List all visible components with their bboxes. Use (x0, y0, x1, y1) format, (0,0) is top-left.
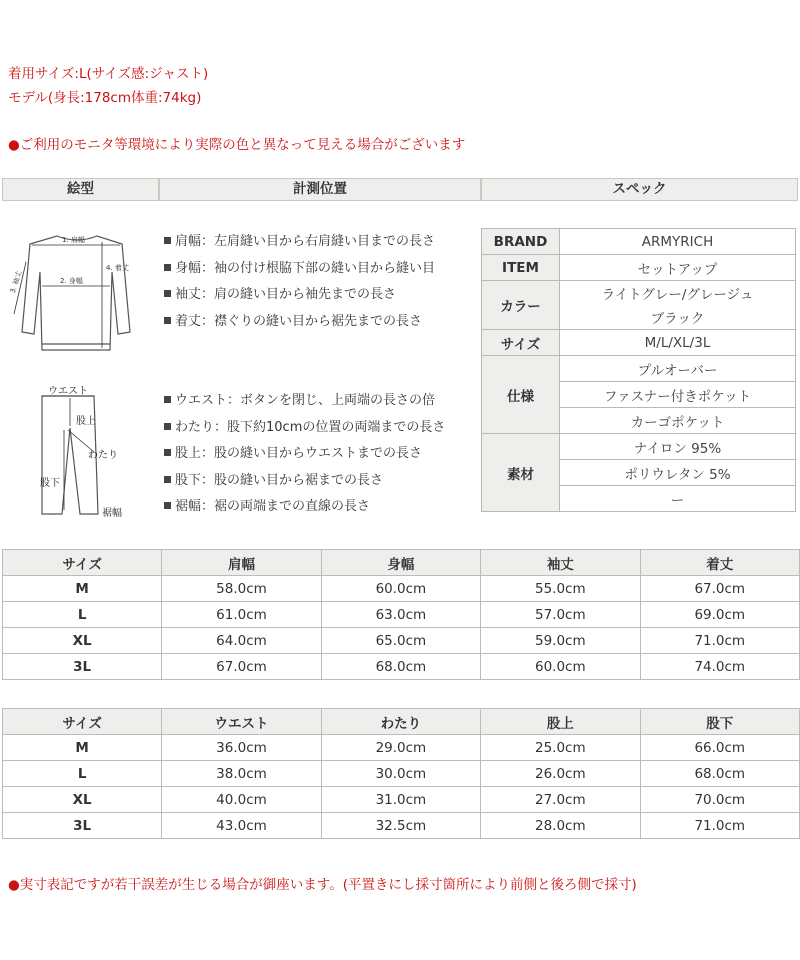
list-item: 肩幅：左肩縫い目から右肩縫い目までの長さ (164, 229, 435, 256)
spec-color-label: カラー (482, 281, 560, 330)
table-row (3, 576, 800, 602)
square-bullet-icon (164, 396, 171, 403)
size-cell: M (3, 735, 162, 761)
size-cell: L (3, 761, 162, 787)
value-cell: 38.0cm (162, 761, 321, 787)
spec-feature-value-1: プルオーバー (560, 356, 796, 382)
spec-feature-label: 仕様 (482, 356, 560, 434)
bottom-label-inseam: 股下 (40, 478, 60, 489)
value-cell: 71.0cm (640, 628, 799, 654)
bottom-garment-illustration (2, 386, 152, 520)
spec-color-value-1: ライトグレー/グレージュ (560, 281, 796, 306)
col-header-thigh: わたり (321, 709, 480, 735)
spec-table (481, 228, 796, 512)
value-cell: 61.0cm (162, 602, 321, 628)
size-cell: L (3, 602, 162, 628)
spec-color-value-2: ブラック (560, 305, 796, 330)
value-cell: 66.0cm (640, 735, 799, 761)
size-cell: M (3, 576, 162, 602)
spec-material-label: 素材 (482, 434, 560, 512)
size-cell: XL (3, 628, 162, 654)
bottom-measure-list (164, 388, 445, 521)
table-row (3, 602, 800, 628)
value-cell: 65.0cm (321, 628, 480, 654)
col-header-size: サイズ (3, 709, 162, 735)
bottom-label-hem: 裾幅 (102, 508, 122, 519)
table-row (482, 281, 796, 306)
table-header-row (3, 709, 800, 735)
value-cell: 74.0cm (640, 654, 799, 680)
size-cell: 3L (3, 813, 162, 839)
spec-feature-value-2: ファスナー付きポケット (560, 382, 796, 408)
value-cell: 69.0cm (640, 602, 799, 628)
square-bullet-icon (164, 290, 171, 297)
size-cell: XL (3, 787, 162, 813)
table-row (482, 229, 796, 255)
table-row (482, 330, 796, 356)
col-header-size: サイズ (3, 550, 162, 576)
table-row (3, 813, 800, 839)
list-item: 裾幅：裾の両端までの直線の長さ (164, 494, 445, 521)
list-item: 股下：股の縫い目から裾までの長さ (164, 468, 445, 495)
color-notice: ●ご利用のモニタ等環境により実際の色と異なって見える場合がございます (8, 137, 466, 153)
size-cell: 3L (3, 654, 162, 680)
list-item: 身幅：袖の付け根脇下部の縫い目から縫い目 (164, 256, 435, 283)
value-cell: 60.0cm (481, 654, 640, 680)
table-row (3, 628, 800, 654)
square-bullet-icon (164, 264, 171, 271)
value-cell: 36.0cm (162, 735, 321, 761)
square-bullet-icon (164, 502, 171, 509)
list-item: ウエスト：ボタンを閉じ、上両端の長さの倍 (164, 388, 445, 415)
top-label-sleeve: 3. 袖丈 (8, 270, 24, 295)
col-header-rise: 股上 (481, 709, 640, 735)
top-measure-list (164, 229, 435, 335)
col-header-waist: ウエスト (162, 709, 321, 735)
value-cell: 71.0cm (640, 813, 799, 839)
value-cell: 26.0cm (481, 761, 640, 787)
top-label-shoulder: 1. 肩幅 (62, 236, 85, 244)
list-item: 袖丈：肩の縫い目から袖先までの長さ (164, 282, 435, 309)
spec-size-value: M/L/XL/3L (560, 330, 796, 356)
table-row (3, 735, 800, 761)
value-cell: 29.0cm (321, 735, 480, 761)
square-bullet-icon (164, 449, 171, 456)
value-cell: 64.0cm (162, 628, 321, 654)
value-cell: 63.0cm (321, 602, 480, 628)
square-bullet-icon (164, 423, 171, 430)
value-cell: 67.0cm (640, 576, 799, 602)
list-item: 着丈：襟ぐりの縫い目から裾先までの長さ (164, 309, 435, 336)
value-cell: 25.0cm (481, 735, 640, 761)
value-cell: 30.0cm (321, 761, 480, 787)
table-row (3, 787, 800, 813)
list-item: わたり：股下約10cmの位置の両端までの長さ (164, 415, 445, 442)
spec-feature-value-3: カーゴポケット (560, 408, 796, 434)
spec-brand-label: BRAND (482, 229, 560, 255)
header-measure-position: 計測位置 (159, 178, 481, 201)
spec-item-label: ITEM (482, 255, 560, 281)
square-bullet-icon (164, 317, 171, 324)
value-cell: 67.0cm (162, 654, 321, 680)
table-header-row (3, 550, 800, 576)
table-row (3, 654, 800, 680)
value-cell: 55.0cm (481, 576, 640, 602)
col-header-sleeve: 袖丈 (481, 550, 640, 576)
bottom-size-table (2, 708, 800, 839)
model-size-line: 着用サイズ:L(サイズ感:ジャスト) (8, 66, 209, 82)
value-cell: 32.5cm (321, 813, 480, 839)
square-bullet-icon (164, 476, 171, 483)
spec-size-label: サイズ (482, 330, 560, 356)
value-cell: 70.0cm (640, 787, 799, 813)
square-bullet-icon (164, 237, 171, 244)
value-cell: 27.0cm (481, 787, 640, 813)
col-header-inseam: 股下 (640, 709, 799, 735)
value-cell: 68.0cm (321, 654, 480, 680)
spec-material-value-3: ー (560, 486, 796, 512)
value-cell: 43.0cm (162, 813, 321, 839)
col-header-shoulder: 肩幅 (162, 550, 321, 576)
spec-material-value-2: ポリウレタン 5% (560, 460, 796, 486)
table-row (482, 434, 796, 460)
table-row (482, 356, 796, 382)
spec-item-value: セットアップ (560, 255, 796, 281)
header-spec: スペック (481, 178, 798, 201)
table-row (3, 761, 800, 787)
model-body-line: モデル(身長:178cm体重:74kg) (8, 90, 202, 106)
value-cell: 59.0cm (481, 628, 640, 654)
bottom-label-thigh: わたり (88, 450, 118, 461)
bottom-label-rise: 股上 (76, 416, 96, 427)
bottom-label-waist: ウエスト (48, 386, 88, 397)
col-header-length: 着丈 (640, 550, 799, 576)
top-size-table (2, 549, 800, 680)
list-item: 股上：股の縫い目からウエストまでの長さ (164, 441, 445, 468)
top-garment-illustration (2, 222, 152, 362)
top-label-chest: 2. 身幅 (60, 277, 83, 285)
header-illustration: 絵型 (2, 178, 159, 201)
value-cell: 57.0cm (481, 602, 640, 628)
spec-material-value-1: ナイロン 95% (560, 434, 796, 460)
value-cell: 31.0cm (321, 787, 480, 813)
table-row (482, 255, 796, 281)
spec-brand-value: ARMYRICH (560, 229, 796, 255)
value-cell: 40.0cm (162, 787, 321, 813)
col-header-chest: 身幅 (321, 550, 480, 576)
value-cell: 68.0cm (640, 761, 799, 787)
top-label-length: 4. 着丈 (106, 264, 129, 272)
value-cell: 58.0cm (162, 576, 321, 602)
measurement-notice: ●実寸表記ですが若干誤差が生じる場合が御座います。(平置きにし採寸箇所により前側と後ろ側で採寸) (8, 877, 637, 893)
value-cell: 60.0cm (321, 576, 480, 602)
spec-header-bar (2, 178, 798, 201)
value-cell: 28.0cm (481, 813, 640, 839)
